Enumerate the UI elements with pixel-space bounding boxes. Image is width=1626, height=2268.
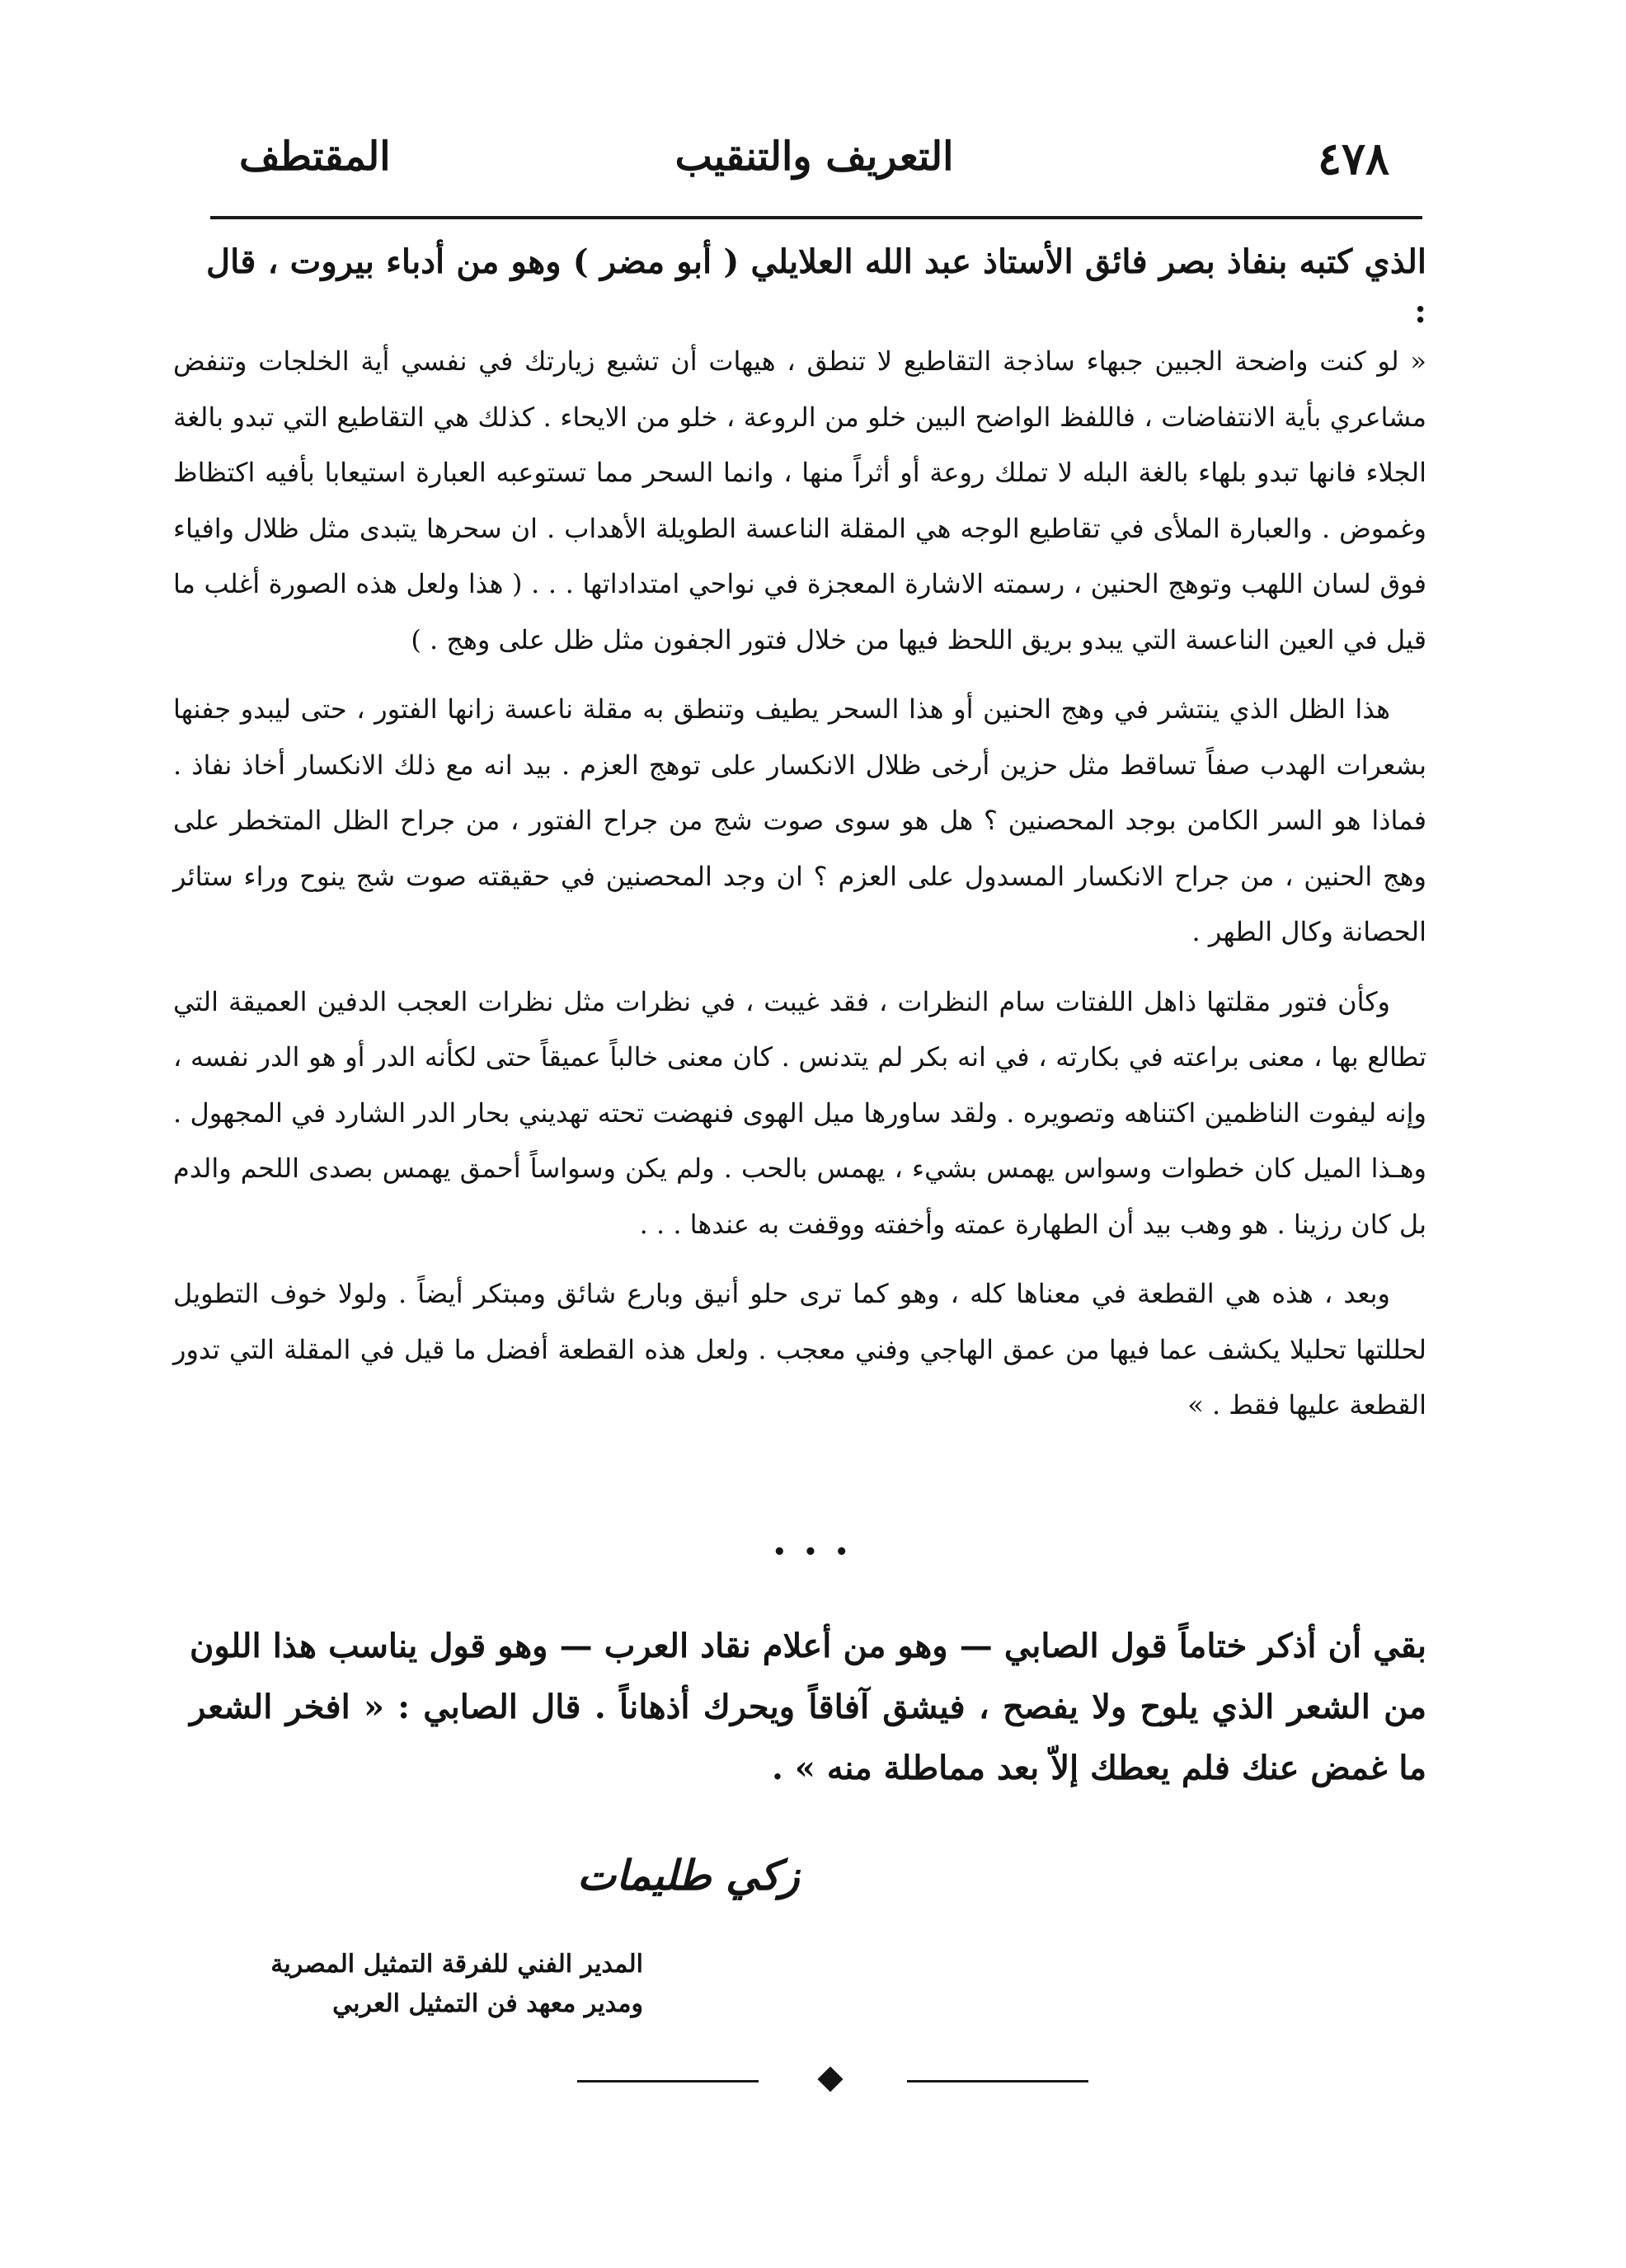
- author-signature: زكي طليمات: [577, 1851, 800, 1899]
- section-separator: • • •: [773, 1540, 853, 1565]
- author-title-line: المدير الفني للفرقة التمثيل المصرية: [270, 1950, 643, 1979]
- ornament-line: [907, 2080, 1088, 2083]
- quote-paragraph: « لو كنت واضحة الجبين جبهاء ساذجة التقاطيع لا تنطق ، هيهات أن تشيع زيارتك في نفسي أية الخلجات وتنفض مشاعري بأية الانتفاضات ، فاللفظ الواضح البين خلو من الروعة ، خلو من الايحاء . كذلك هي التقاطيع التي تبدو بالغة الجلاء فانها تبدو بلهاء بالغة البله لا تملك روعة أو أثراً منها ، وانما السحر مما تستوعبه العبارة استيعابا بأفيه اكتظاظ وغموض . والعبارة الملأى في تقاطيع الوجه هي المقلة الناعسة الطويلة الأهداب . ان سحرها يتبدى مثل ظلال وافياء فوق لسان اللهب وتوهج الحنين ، رسمته الاشارة المعجزة في نواحي امتداداتها . . . ( هذا ولعل هذه الصورة أغلب ما قيل في العين الناعسة التي يبدو بريق اللحظ فيها من خلال فتور الجفون مثل ظل على وهج . ): [173, 345, 1427, 655]
- diamond-icon: [817, 2066, 843, 2092]
- quote-paragraph: هذا الظل الذي ينتشر في وهج الحنين أو هذا السحر يطيف وتنطق به مقلة ناعسة زانها الفتور ، حتى ليبدو جفنها بشعرات الهدب صفاً تساقط مثل حزين أرخى ظلال الانكسار على توهج العزم . بيد انه مع ذلك الانكسار أخاذ نفاذ . فماذا هو السر الكامن بوجد المحصنين ؟ هل هو سوى صوت شج من جراح الفتور ، من جراح الظل المتخطر على وهج الحنين ، من جراح الانكسار المسدول على العزم ؟ ان وجد المحصنين في حقيقته صوت شج ينوح وراء ستائر الحصانة وكال الطهر .: [173, 693, 1427, 947]
- end-ornament: [577, 2069, 1088, 2094]
- quoted-passage: [173, 334, 1426, 1448]
- header-rule: [210, 216, 1422, 219]
- page-number: ٤٧٨: [1317, 132, 1389, 185]
- section-title: التعريف والتنقيب: [674, 134, 954, 180]
- author-title-line: ومدير معهد فن التمثيل العربي: [332, 1989, 643, 2018]
- quote-paragraph: وبعد ، هذه هي القطعة في معناها كله ، وهو كما ترى حلو أنيق وبارع شائق ومبتكر أيضاً . ولولا خوف التطويل لحللتها تحليلا يكشف عما فيها من عمق الهاجي وفني معجب . ولعل هذه القطعة أفضل ما قيل في المقلة التي تدور القطعة عليها فقط . »: [173, 1278, 1426, 1420]
- running-header: [239, 132, 1389, 198]
- conclusion-paragraph: بقي أن أذكر ختاماً قول الصابي — وهو من أعلام نقاد العرب — وهو قول يناسب هذا اللون من الشعر الذي يلوح ولا يفصح ، فيشق آفاقاً ويحرك أذهاناً . قال الصابي : « افخر الشعر ما غمض عنك فلم يعطك إلاّ بعد مماطلة منه » .: [190, 1627, 1426, 1787]
- journal-name: المقتطف: [239, 134, 391, 180]
- ornament-line: [577, 2080, 759, 2083]
- quote-paragraph: وكأن فتور مقلتها ذاهل اللفتات سام النظرات ، فقد غيبت ، في نظرات مثل نظرات العجب الدفين العميقة التي تطالع بها ، معنى براعته في بكارته ، في انه بكر لم يتدنس . كان معنى خالباً عميقاً حتى لكأنه الدر أو هو الدر نفسه ، وإنه ليفوت الناظمين اكتناهه وتصويره . ولقد ساورها ميل الهوى فنهضت تحته تهديني بحار الدر الشارد في المجهول . وهـذا الميل كان خطوات وسواس يهمس بشيء ، يهمس بالحب . ولم يكن وسواساً أحمق يهمس بصدى اللحم والدم بل كان رزينا . هو وهب بيد أن الطهارة عمته وأخفته ووقفت به عندها . . .: [173, 985, 1427, 1240]
- intro-line: الذي كتبه بنفاذ بصر فائق الأستاذ عبد الله العلايلي ( أبو مضر ) وهو من أدباء بيروت ، قال :: [206, 242, 1426, 331]
